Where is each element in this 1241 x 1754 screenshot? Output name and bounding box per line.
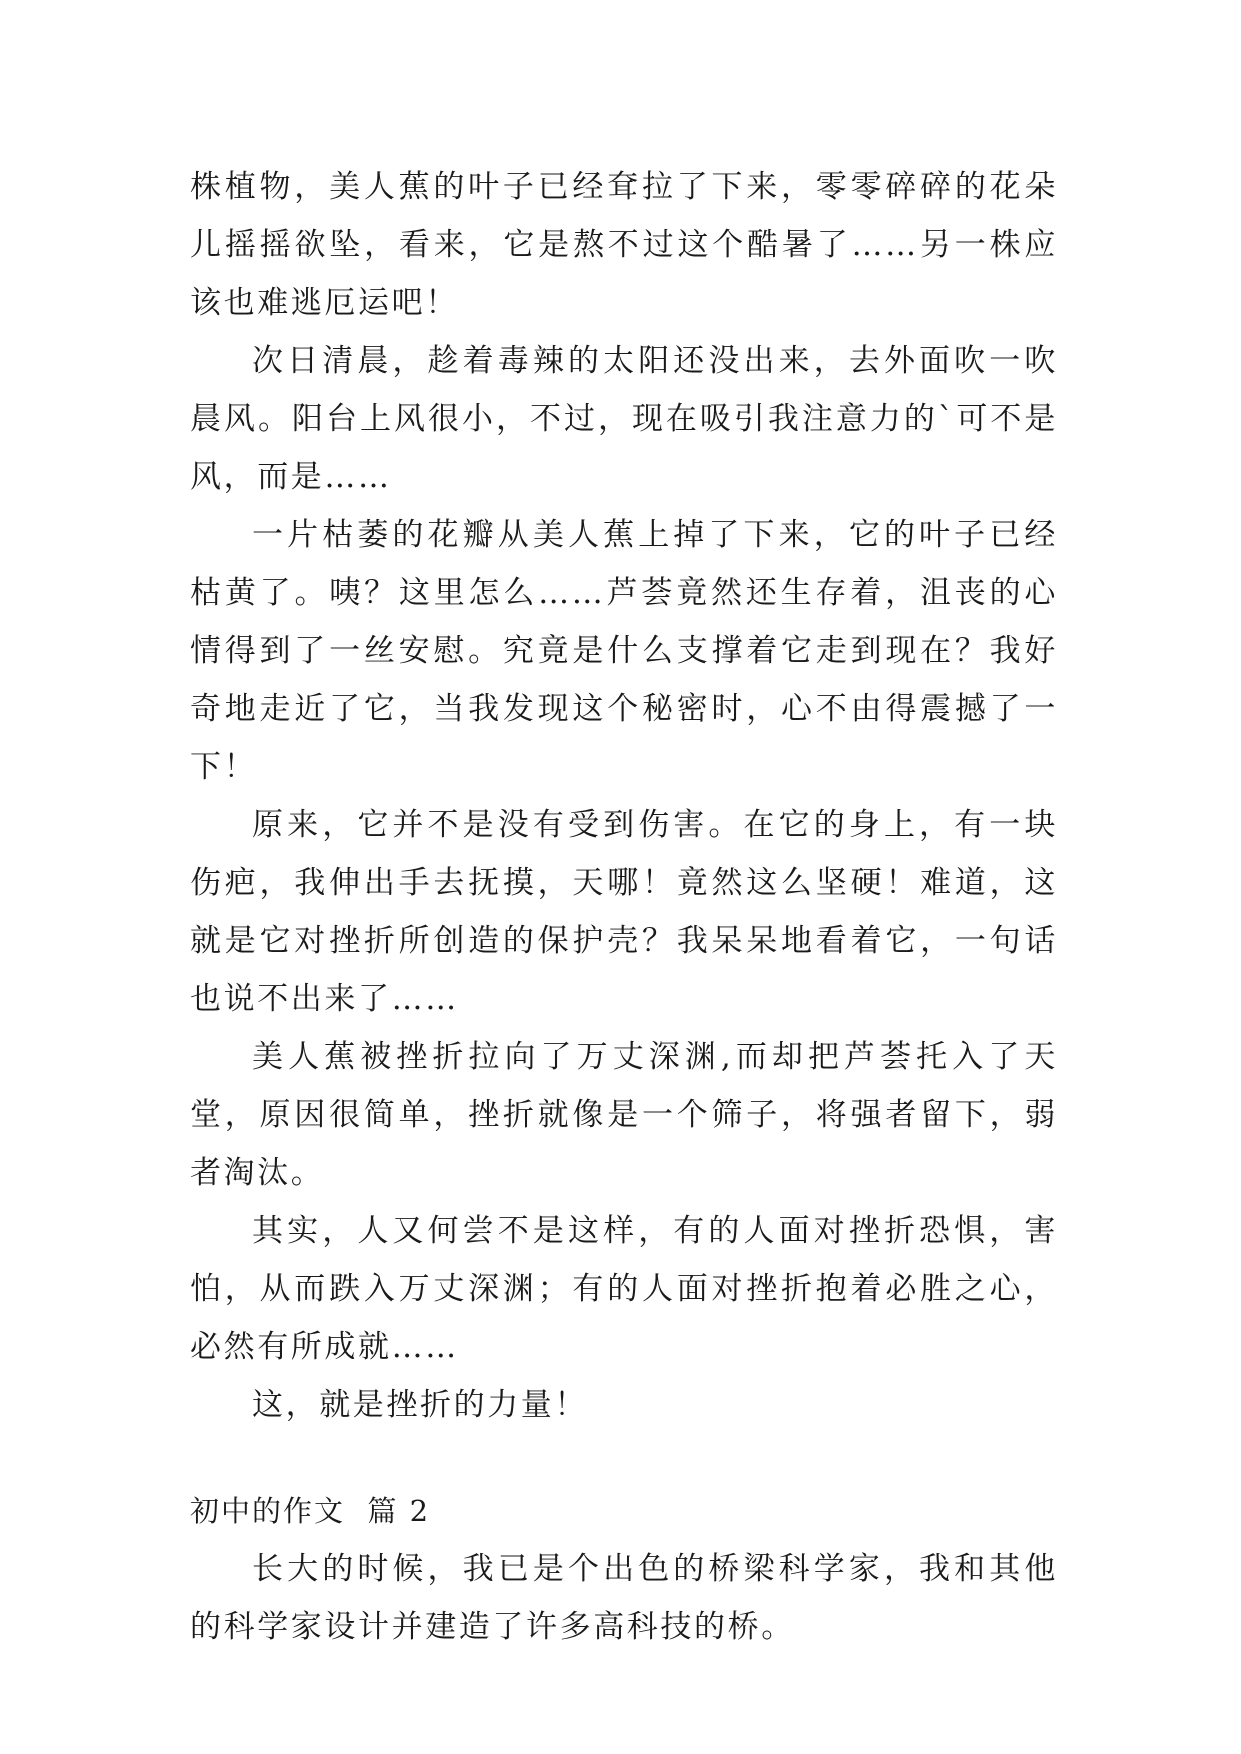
paragraph: 长大的时候，我已是个出色的桥梁科学家，我和其他的科学家设计并建造了许多高科技的桥。 bbox=[190, 1551, 1058, 1645]
paragraph: 这，就是挫折的力量！ bbox=[252, 1387, 588, 1423]
paragraph: 次日清晨，趁着毒辣的太阳还没出来，去外面吹一吹晨风。阳台上风很小，不过，现在吸引我注意力的`可不是风，而是…… bbox=[190, 343, 1058, 495]
paragraph: 原来，它并不是没有受到伤害。在它的身上，有一块伤疤，我伸出手去抚摸，天哪！竟然这么坚硬！难道，这就是它对挫折所创造的保护壳？我呆呆地看着它，一句话也说不出来了…… bbox=[190, 807, 1058, 1017]
paragraph: 美人蕉被挫折拉向了万丈深渊,而却把芦荟托入了天堂，原因很简单，挫折就像是一个筛子，将强者留下，弱者淘汰。 bbox=[190, 1039, 1058, 1191]
paragraph: 其实，人又何尝不是这样，有的人面对挫折恐惧，害怕，从而跌入万丈深渊；有的人面对挫折抱着必胜之心，必然有所成就…… bbox=[190, 1213, 1058, 1365]
section-heading: 初中的作文 篇 2 bbox=[190, 1494, 431, 1528]
paragraph: 一片枯萎的花瓣从美人蕉上掉了下来，它的叶子已经枯黄了。咦？这里怎么……芦荟竟然还生存着，沮丧的心情得到了一丝安慰。究竟是什么支撑着它走到现在？我好奇地走近了它，当我发现这个秘密时，心不由得震撼了一下！ bbox=[190, 517, 1058, 785]
document-page bbox=[190, 158, 1058, 1656]
paragraph-continuation: 株植物，美人蕉的叶子已经耷拉了下来，零零碎碎的花朵儿摇摇欲坠，看来，它是熬不过这个酷暑了……另一株应该也难逃厄运吧！ bbox=[190, 169, 1058, 321]
